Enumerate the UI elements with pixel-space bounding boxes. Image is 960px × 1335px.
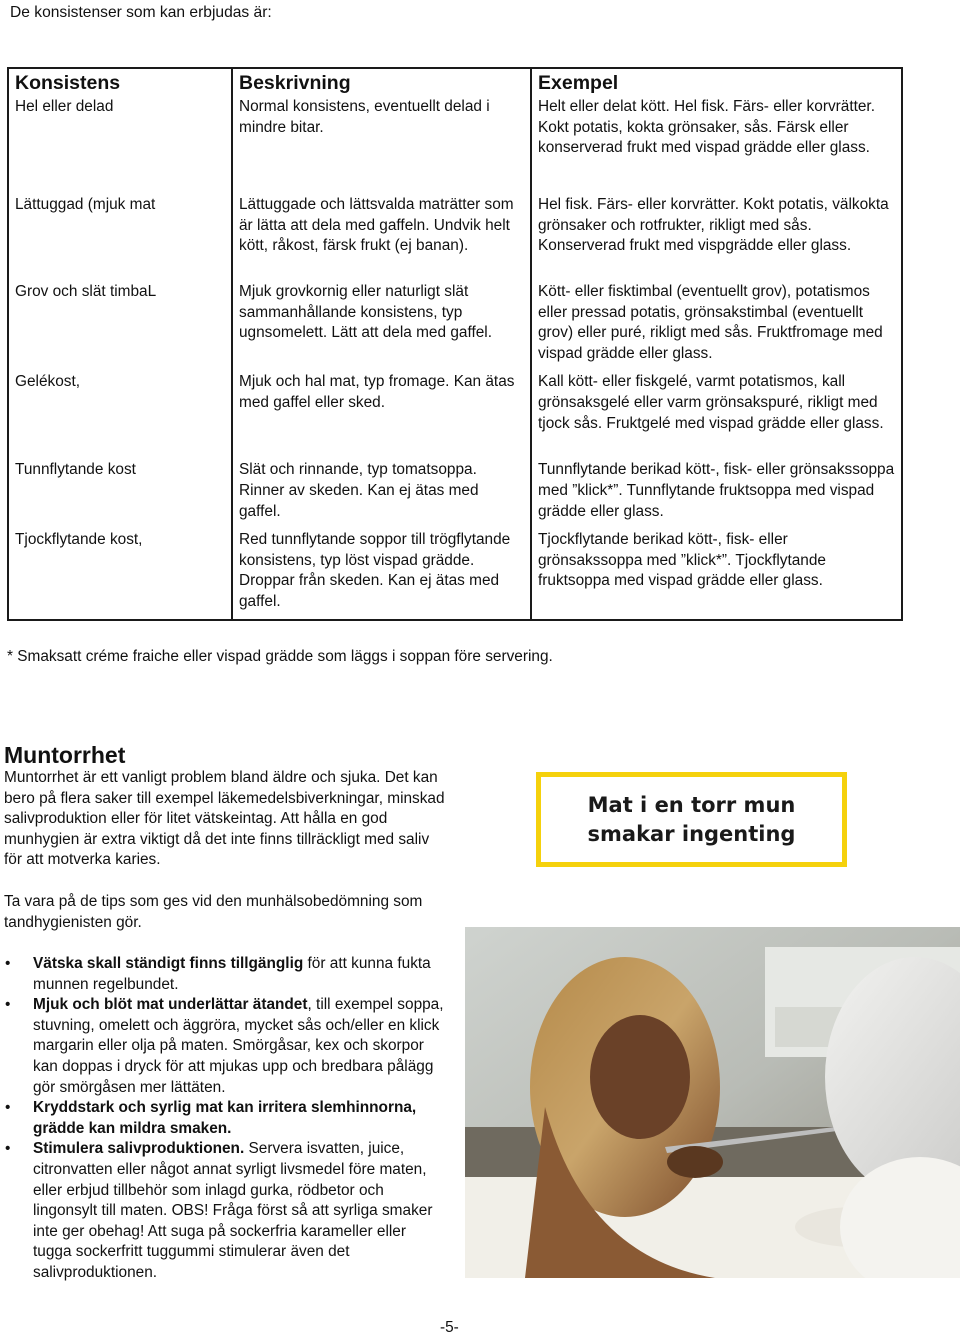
cell-konsistens: Lättuggad (mjuk mat xyxy=(8,193,232,280)
cell-exempel: Kall kött- eller fiskgelé, varmt potatismos, kall grönsaksgelé eller varm grönsakspuré, rikligt med tjock sås. Fruktgelé med vispad grädde eller glass. xyxy=(531,370,902,458)
cell-exempel: Tunnflytande berikad kött-, fisk- eller grönsakssoppa med ”klick*”. Tunnflytande fruktsoppa med vispad grädde eller glass. xyxy=(531,458,902,528)
callout-text xyxy=(588,791,796,849)
tip-bold: Mjuk och blöt mat underlättar ätandet xyxy=(33,996,308,1014)
list-item xyxy=(4,995,444,1098)
cell-beskrivning: Normal konsistens, eventuellt delad i mindre bitar. xyxy=(232,95,531,193)
tip-text: , till exempel soppa, stuvning, omelett och äggröra, mycket sås och/eller en klick margarin eller olja på maten. Smörgåsar, kex och skorpor kan doppas i dryck för att mjukas upp och bredbara pålägg gör smörgåsen mer lättäten. xyxy=(33,996,444,1096)
intro-text: De konsistenser som kan erbjudas är: xyxy=(10,4,272,21)
footnote: * Smaksatt créme fraiche eller vispad grädde som läggs i soppan före servering. xyxy=(7,648,553,665)
tip-bold: Stimulera salivproduktionen. xyxy=(33,1140,245,1158)
tip-bold: Kryddstark och syrlig mat kan irritera slemhinnorna, grädde kan mildra smaken. xyxy=(33,1099,417,1137)
table-row xyxy=(8,193,902,280)
cell-konsistens: Tunnflytande kost xyxy=(8,458,232,528)
table-row xyxy=(8,458,902,528)
table-row xyxy=(8,370,902,458)
cell-beskrivning: Red tunnflytande soppor till trögflytande konsistens, typ löst vispad grädde. Droppar från skeden. Kan ej ätas med gaffel. xyxy=(232,528,531,620)
tips-list xyxy=(4,954,444,1284)
list-item xyxy=(4,1139,444,1283)
cell-konsistens: Hel eller delad xyxy=(8,95,232,193)
tips-intro: Ta vara på de tips som ges vid den munhälsobedömning som tandhygienisten gör. xyxy=(4,893,423,931)
consistency-table xyxy=(7,67,903,621)
bullet-icon: • xyxy=(5,1099,11,1117)
section-title: Muntorrhet xyxy=(4,742,126,768)
column-header-exempel: Exempel xyxy=(531,68,902,95)
bullet-icon: • xyxy=(5,955,11,972)
cell-konsistens: Gelékost, xyxy=(8,370,232,458)
bullet-icon: • xyxy=(5,996,11,1014)
column-header-konsistens: Konsistens xyxy=(8,68,232,95)
cell-exempel: Tjockflytande berikad kött-, fisk- eller grönsakssoppa med ”klick*”. Tjockflytande fruktsoppa med vispad grädde eller glass. xyxy=(531,528,902,620)
tip-text: Servera isvatten, juice, citronvatten eller något annat syrligt livsmedel före maten, eller erbjud tillbehör som inlagd gurka, rödbetor och lingonsylt till maten. OBS! Fråga först så att syrliga smaker inte ger obehag! Att suga på sockerfria karameller eller tugga sockerfritt tuggummi stimulerar även det salivproduktionen. xyxy=(33,1140,433,1281)
section-body: Muntorrhet är ett vanligt problem bland äldre och sjuka. Det kan bero på flera saker till exempel läkemedelsbiverkningar, minskad salivproduktion eller för litet vätskeintag. Att hålla en god munhygien är extra viktigt då det inte finns tillräckligt med saliv för att motverka karies. xyxy=(4,769,445,869)
table-header-row xyxy=(8,68,902,95)
cell-beskrivning: Mjuk och hal mat, typ fromage. Kan ätas med gaffel eller sked. xyxy=(232,370,531,458)
tip-bold: Vätska skall ständigt finns tillgänglig xyxy=(33,955,304,972)
bullet-icon: • xyxy=(5,1140,11,1158)
caregiver-feeding-photo xyxy=(465,927,960,1278)
cell-exempel: Hel fisk. Färs- eller korvrätter. Kokt potatis, välkokta grönsaker och rotfrukter, rikligt med sås. Konserverad frukt med vispgrädde eller glass. xyxy=(531,193,902,280)
cell-konsistens: Grov och slät timbaL xyxy=(8,280,232,370)
tip-text: för att kunna fukta munnen regelbundet. xyxy=(33,955,431,993)
table-row xyxy=(8,95,902,193)
callout-box xyxy=(536,772,847,867)
cell-beskrivning: Slät och rinnande, typ tomatsoppa. Rinner av skeden. Kan ej ätas med gaffel. xyxy=(232,458,531,528)
cell-exempel: Kött- eller fisktimbal (eventuellt grov), potatismos eller pressad potatis, grönsakstimbal (eventuellt grov) eller puré, rikligt med sås. Fruktfromage med vispad grädde eller glass. xyxy=(531,280,902,370)
cell-beskrivning: Lättuggade och lättsvalda maträtter som är lätta att dela med gaffeln. Undvik helt kött, råkost, färsk frukt (ej banan). xyxy=(232,193,531,280)
table-row xyxy=(8,528,902,620)
cell-beskrivning: Mjuk grovkornig eller naturligt slät sammanhållande konsistens, typ ugnsomelett. Lätt att dela med gaffel. xyxy=(232,280,531,370)
cell-konsistens: Tjockflytande kost, xyxy=(8,528,232,620)
column-header-beskrivning: Beskrivning xyxy=(232,68,531,95)
callout-line-2: smakar ingenting xyxy=(587,821,796,846)
table-row xyxy=(8,280,902,370)
list-item xyxy=(4,1098,444,1139)
callout-line-1: Mat i en torr mun xyxy=(587,792,796,817)
cell-exempel: Helt eller delat kött. Hel fisk. Färs- eller korvrätter. Kokt potatis, kokta grönsaker, sås. Färsk eller konserverad frukt med vispad grädde eller glass. xyxy=(531,95,902,193)
list-item xyxy=(4,954,444,995)
page-number: -5- xyxy=(440,1319,459,1335)
